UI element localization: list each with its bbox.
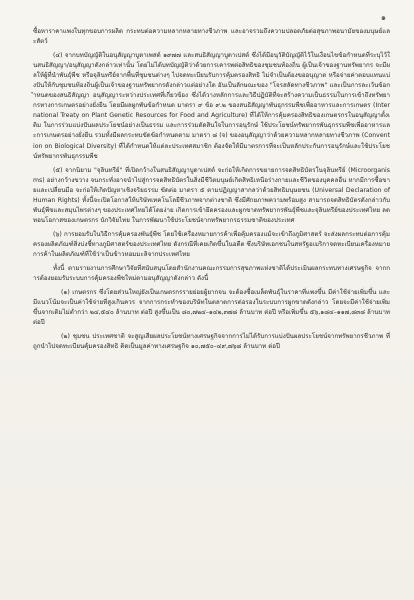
paragraph-item-5: (๕) จากนิยาม "จุลินทรีย์" ที่เปิดกว้างในสนธิสัญญาบูดาเปสต์ จะก่อให้เกิดการขยายการจดสิทธิบัตรในจุลินทรีย์ (Microorganisms) อย่างกว้างขวาง จนกระทั่งอาจนำไปสู่การจดสิทธิบัตรในสิ่งมีชีวิตมนุษย์เกิดสิทธิเหนือร่างกายและชีวิตของบุคคลอื่น หากมีการซื้อขายและเปลี่ยนมือ จะก่อให้เกิดปัญหาเชิงจริยธรรม ขัดต่อ มาตรา ๕ ตามปฏิญญาสากลว่าด้วยสิทธิมนุษยชน (Universal Declaration of Human Rights) ทั้งนี้จะเปิดโอกาสให้บริษัทเทคโนโลยีชีวภาพจากต่างชาติ ซึ่งมีศักยภาพความพร้อมสูง สามารถจดสิทธิบัตรดังกล่าวกับพันธุ์พืชและสมุนไพรต่างๆ ของประเทศไทยได้โดยง่าย เกิดการเข้ายึดครองและผูกขาดทรัพยากรพันธุ์พืชและจุลินทรีย์ของประเทศไทย ลดทอนโอกาสของเกษตรกร นักวิจัยไทย ในการพัฒนาใช้ประโยชน์จากทรัพยากรธรรมชาติของประเทศ [33,166,390,224]
paragraph-item-6: (๖) การยอมรับในวิธีการคุ้มครองพันธุ์พืช โดยใช้เครื่องหมายการค้าเพื่อคุ้มครองแม้จะเข้าถึงภูมิศาสตร์ จะส่งผลกระทบต่อการคุ้มครองผลิตภัณฑ์สิ่งบ่งชี้ทางภูมิศาสตร์ของประเทศไทย ดังกรณีที่เคยเกิดขึ้นในอดีต ซึ่งบริษัทเอกชนในสหรัฐอเมริกาจดทะเบียนเครื่องหมายการค้าในผลิตภัณฑ์ที่ใช้ว่าเป็นข้าวหอมมะลิจากประเทศไทย [33,230,390,258]
page-number: ๑ [380,13,386,22]
paragraph-continuation: ซื้อหาราคาแพงในทุกขอบการผลิต กระทบต่อความหลากหลายทางชีวภาพ และอาจรวมถึงความปลอดภัยต่อสุขภาพอนามัยของมนุษย์และสัตว์ [33,28,390,46]
paragraph-impact-1: (๑) เกษตรกร ซึ่งโดยส่วนใหญ่ยังเป็นเกษตรกรรายย่อยผู้ยากจน จะต้องซื้อเมล็ดพันธุ์ในราคาที่แพงขึ้น มีค่าใช้จ่ายเพิ่มขึ้น และมีแนวโน้มจะเป็นค่าใช้จ่ายที่สูงเกินควร จากการกระทำของบริษัทในตลาดการต่อรองในระบบการผูกขาดดังกล่าว โดยจะมีค่าใช้จ่ายเพิ่มขึ้นจากเดิมไม่ต่ำกว่า ๒๔,๕๔๐ ล้านบาท ต่อปี สูงขึ้นเป็น ๘๐,๗๒๔–๑๔๒,๓๗๘ ล้านบาท ต่อปี หรือเพิ่มขึ้น ๕๖,๑๘๔–๑๑๗,๘๓๘ ล้านบาท ต่อปี [33,289,390,327]
paragraph-item-4: (๔) จากบทบัญญัติในอนุสัญญาบูดาเพสต์ ๑๙๗๗ และสนธิสัญญาบูดาเปสต์ ซึ่งได้มีอนุวัติบัญญัติไว้ในเงื่อนไขข้อกำหนดที่ระบุไว้ในสนธิสัญญา/อนุสัญญาดังกล่าวเท่านั้น โดยไม่ได้บทบัญญัติว่าด้วยการเคารพต่อสิทธิของชุมชนท้องถิ่น ผู้เป็นเจ้าของฐานทรัพยากร จะมีผลให้ผู้ที่นำพันธุ์พืช หรือจุลินทรีย์จากพื้นที่ชุมชนต่างๆ ไปจดทะเบียนรับการคุ้มครองสิทธิ ไม่จำเป็นต้องขออนุญาต หรือจ่ายค่าตอบแทนแบ่งปันให้กับชุมชนท้องถิ่นผู้เป็นเจ้าของฐานทรัพยากรดังกล่าวแต่อย่างใด อันเป็นลักษณะของ "โจรสลัดทางชีวภาพ" และเป็นการละเว้นข้อกำหนดของสนธิสัญญา อนุสัญญาระหว่างประเทศที่เกี่ยวข้อง ซึ่งได้วางหลักการและวิธีปฏิบัติที่จะสร้างความเป็นธรรมในการเข้าถึงทรัพยากรทางการเกษตรอย่างยั่งยืน โดยมีผลผูกพันข้อกำหนด มาตรา ๙ ข้อ ๙.๒ ของสนธิสัญญาพันธุกรรมพืชเพื่ออาหารและการเกษตร (International Treaty on Plant Genetic Resources for Food and Agriculture) ที่ได้ให้การคุ้มครองสิทธิของเกษตรกรในอนุสัญญาตั้งเดิม ในการร่วมแบ่งปันผลประโยชน์อย่างเป็นธรรม และการร่วมตัดสินใจในการอนุรักษ์ ใช้ประโยชน์ทรัพยากรพันธุกรรมพืชเพื่ออาหารและการเกษตรอย่างยั่งยืน รวมทั้งมีผลกระทบขัดข้อกำหนดตาม มาตรา ๘ (จ) ของอนุสัญญาว่าด้วยความหลากหลายทางชีวภาพ (Convention on Biological Diversity) ที่ได้กำหนดให้แต่ละประเทศสมาชิก ต้องจัดให้มีมาตรการที่จะเป็นหลักประกันการอนุรักษ์และใช้ประโยชน์ทรัพยากรพันธุกรรมพืช [33,52,390,160]
document-body [33,27,390,356]
paragraph-impact-2: (๒) ชุมชน ประเทศชาติ จะสูญเสียผลประโยชน์ทางเศรษฐกิจจากการไม่ได้รับการแบ่งปันผลประโยชน์จากทรัพยากรชีวภาพ ที่ถูกนำไปจดทะเบียนคุ้มครองสิทธิ คิดเป็นมูลค่าทางเศรษฐกิจ ๑๐,๗๕๐–๔๙,๗๖๘ ล้านบาท ต่อปี [33,333,390,351]
paragraph-impact-intro: ทั้งนี้ ตามรายงานการศึกษาวิจัยที่สนับสนุนโดยสำนักงานคณะกรรมการสุขภาพแห่งชาติได้ประเมินผลกระทบทางเศรษฐกิจ จากการต้องยอมรับระบบการคุ้มครองพืชใหม่ตามอนุสัญญาดังกล่าว ดังนี้ [33,265,390,283]
